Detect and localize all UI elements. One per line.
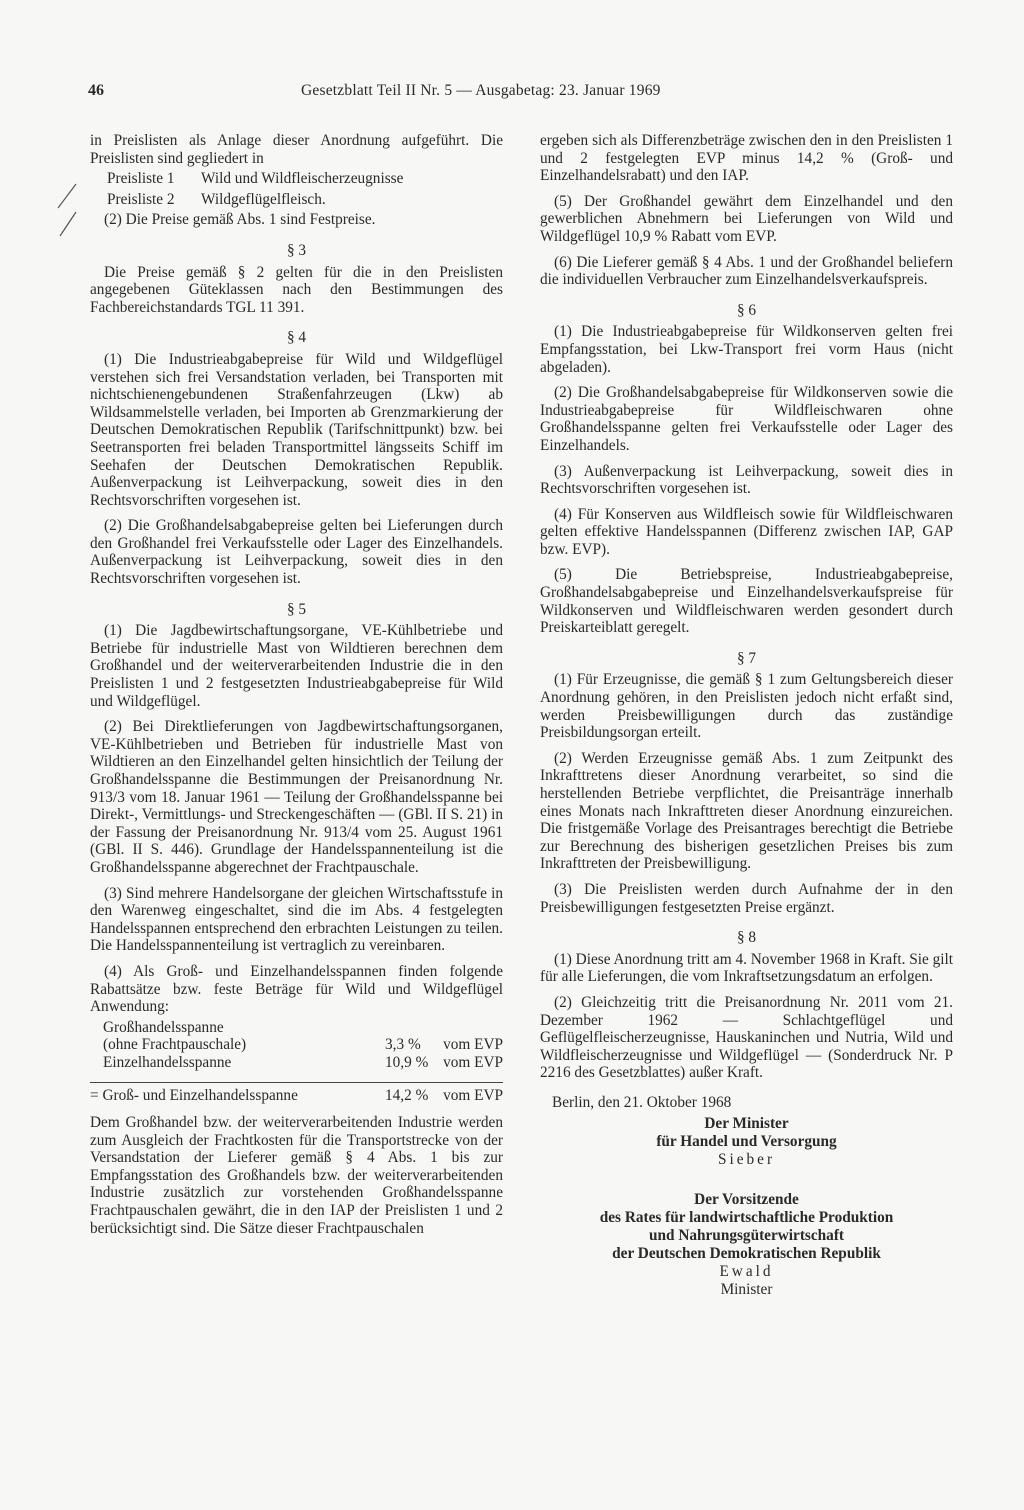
list-item	[107, 170, 503, 188]
paragraph: (1) Für Erzeugnisse, die gemäß § 1 zum Geltungsbereich dieser Anordnung gehören, in den Preislisten jedoch nicht erfaßt sind, werden Preisbewilligungen durch das zuständige Preisbildungsorgan erteilt.	[540, 671, 953, 742]
section-heading: § 8	[736, 929, 757, 947]
paragraph: (3) Die Preislisten werden durch Aufnahme der in den Preisbewilligungen festgesetzten Preise ergänzt.	[540, 880, 953, 916]
rabatt-label: (ohne Frachtpauschale)	[103, 1036, 247, 1054]
section-heading: § 6	[736, 301, 757, 319]
table-row	[103, 1054, 503, 1072]
intro-paragraph: in Preislisten als Anlage dieser Anordnung aufgeführt. Die Preislisten sind gegliedert in	[90, 132, 503, 167]
signature-block-1	[540, 1115, 953, 1169]
rabatt-unit: vom EVP	[443, 1036, 503, 1054]
paragraph: (4) Als Groß- und Einzelhandelsspannen finden folgende Rabattsätze bzw. feste Beträge für Wild und Wildgeflügel Anwendung:	[90, 962, 503, 1016]
preisliste-desc: Wildgeflügelfleisch.	[201, 190, 326, 208]
paragraph: (6) Die Lieferer gemäß § 4 Abs. 1 und der Großhandel beliefern die individuellen Verbraucher zum Einzelhandelsverkaufspreis.	[540, 253, 953, 289]
paragraph: Die Preise gemäß § 2 gelten für die in den Preislisten angegebenen Güteklassen nach den Bestimmungen des Fachbereichstandards TGL 11 391.	[90, 263, 503, 316]
paragraph: (1) Die Industrieabgabepreise für Wildkonserven gelten frei Empfangsstation, bei Lkw-Transport frei vorm Haus (nicht abgeladen).	[540, 323, 953, 376]
signatory-title: Der Vorsitzende	[694, 1190, 799, 1208]
paragraph: Dem Großhandel bzw. der weiterverarbeitenden Industrie werden zum Ausgleich der Frachtkosten für die Transportstrecke von der Versandstation der Lieferer gemäß § 4 Abs. 1 bis zur Empfangsstation des Großhandels bzw. der weiterverarbeitenden Industrie zusätzlich zur vorstehenden Großhandelsspanne Frachtpauschalen gewährt, die in den IAP der Preislisten 1 und 2 berücksichtigt sind. Die Sätze dieser Frachtpauschalen	[90, 1114, 503, 1237]
margin-pen-marks	[52, 180, 92, 240]
paragraph: (2) Die Großhandelsabgabepreise gelten bei Lieferungen durch den Großhandel frei Verkaufsstelle oder Lager des Einzelhandels. Außenverpackung ist Leihverpackung, soweit dies in den Rechtsvorschriften vorgesehen ist.	[90, 517, 503, 588]
section-heading: § 5	[286, 600, 307, 618]
signature-block-2	[540, 1191, 953, 1299]
rabatt-unit: vom EVP	[443, 1086, 503, 1104]
paragraph: (2) Gleichzeitig tritt die Preisanordnung Nr. 2011 vom 21. Dezember 1962 — Schlachtgeflügel und Geflügelfleischerzeugnisse, Hauskaninchen und Nutria, Wild und Wildfleischerzeugnisse und Wildgeflügel — (Sonderdruck Nr. P 2216 des Gesetzblattes) außer Kraft.	[540, 993, 953, 1082]
paragraph: (4) Für Konserven aus Wildfleisch sowie für Wildfleischwaren gelten effektive Handelsspannen (Differenz zwischen IAP, GAP bzw. EVP).	[540, 505, 953, 558]
paragraph: (3) Außenverpackung ist Leihverpackung, soweit dies in Rechtsvorschriften vorgesehen ist.	[540, 462, 953, 498]
rabatt-unit: vom EVP	[443, 1053, 503, 1071]
signatory-role: Minister	[720, 1280, 773, 1298]
paragraph: (1) Diese Anordnung tritt am 4. November 1968 in Kraft. Sie gilt für alle Lieferungen, die vom Inkraftsetzungsdatum an erfolgen.	[540, 950, 953, 986]
place-date: Berlin, den 21. Oktober 1968	[552, 1093, 732, 1111]
preisliste-name: Preisliste 2	[107, 190, 175, 208]
paragraph: (2) Werden Erzeugnisse gemäß Abs. 1 zum Zeitpunkt des Inkrafttretens dieser Anordnung verarbeitet, so sind die herstellenden Betriebe verpflichtet, die Preisanträge innerhalb eines Monats nach Inkrafttreten dieser Anordnung einzureichen. Die fristgemäße Vorlage des Preisantrages berechtigt die Betriebe zur Berechnung des bisherigen gesetzlichen Preises bis zum Inkrafttreten der Preisbewilligung.	[540, 749, 953, 873]
paragraph: (2) Die Großhandelsabgabepreise für Wildkonserven sowie die Industrieabgabepreise für Wildfleischwaren ohne Großhandelsspanne gelten frei Verkaufsstelle oder Lager des Einzelhandels.	[540, 384, 953, 454]
signatory-title: des Rates für landwirtschaftliche Produktion	[599, 1208, 894, 1226]
rabatt-label: Einzelhandelsspanne	[103, 1053, 232, 1071]
preisliste-name: Preisliste 1	[107, 170, 175, 188]
rabatt-value: 14,2 %	[385, 1086, 429, 1104]
left-column	[90, 132, 503, 1245]
rabatt-label: = Groß- und Einzelhandelsspanne	[90, 1086, 298, 1104]
signatory-title: Der Minister	[704, 1114, 789, 1132]
page-number: 46	[88, 82, 104, 99]
signatory-name: Ewald	[719, 1262, 774, 1280]
rabatt-table	[103, 1019, 503, 1072]
paragraph: (2) Bei Direktlieferungen von Jagdbewirtschaftungsorganen, VE-Kühlbetrieben und Betrieben für industrielle Mast von Wildtieren an den Einzelhandel gelten hinsichtlich der Teilung der Großhandelsspanne die Bestimmungen der Preisanordnung Nr. 913/3 vom 18. Januar 1961 — Teilung der Großhandelsspanne bei Direkt-, Vermittlungs- und Streckengeschäften — (GBl. II S. 21) in der Fassung der Preisanordnung Nr. 913/4 vom 25. August 1961 (GBl. II S. 446). Grundlage der Handelsspannenteilung ist die Großhandelsspanne abgerechnet der Frachtpauschale.	[90, 718, 503, 876]
paragraph: (5) Der Großhandel gewährt dem Einzelhandel und den gewerblichen Abnehmern bei Lieferungen von Wild und Wildgeflügel 10,9 % Rabatt vom EVP.	[540, 192, 953, 245]
paragraph: ergeben sich als Differenzbeträge zwischen den in den Preislisten 1 und 2 festgelegten EVP minus 14,2 % (Groß- und Einzelhandelsrabatt) und den IAP.	[540, 132, 953, 185]
table-row	[103, 1036, 503, 1054]
paragraph: (1) Die Jagdbewirtschaftungsorgane, VE-Kühlbetriebe und Betriebe für industrielle Mast von Wildtieren berechnen dem Großhandel und der weiterverarbeitenden Industrie die in den Preislisten 1 und 2 festgesetzten Industrieabgabepreise für Wild und Wildgeflügel.	[90, 622, 503, 710]
section-heading: § 3	[286, 241, 307, 259]
signatory-title: und Nahrungsgüterwirtschaft	[648, 1226, 845, 1244]
paragraph: (3) Sind mehrere Handelsorgane der gleichen Wirtschaftsstufe in den Warenweg eingeschaltet, sind die im Abs. 4 festgelegten Handelsspannen entsprechend den erbrachten Leistungen zu teilen. Die Handelsspannenteilung ist vertraglich zu vereinbaren.	[90, 884, 503, 955]
paragraph: (2) Die Preise gemäß Abs. 1 sind Festpreise.	[104, 211, 376, 229]
right-column	[540, 132, 953, 1299]
paragraph: (1) Die Industrieabgabepreise für Wild und Wildgeflügel verstehen sich frei Versandstation verladen, bei Transporten mit nichtschienengebundenen Straßenfahrzeugen (Lkw) ab Wildsammelstelle verladen, bei Importen ab Grenzmarkierung der Deutschen Demokratischen Republik (Tarifschnittpunkt) bzw. bei Seetransporten frei beladen Transportmittel längsseits Schiff im Seehafen der Deutschen Demokratischen Republik. Außenverpackung ist Leihverpackung, soweit dies in den Rechtsvorschriften vorgesehen ist.	[90, 350, 503, 509]
page-header	[88, 82, 756, 102]
signatory-title: der Deutschen Demokratischen Republik	[612, 1244, 881, 1262]
list-item	[107, 191, 503, 209]
paragraph: (5) Die Betriebspreise, Industrieabgabepreise, Großhandelsabgabepreise und Einzelhandelsverkaufspreise für Wildkonserven und Wildfleischwaren werden gesondert durch Preiskarteiblatt geregelt.	[540, 566, 953, 637]
rabatt-value: 3,3 %	[385, 1036, 421, 1054]
rabatt-value: 10,9 %	[385, 1053, 429, 1071]
header-title: Gesetzblatt Teil II Nr. 5 — Ausgabetag: 23. Januar 1969	[301, 82, 661, 99]
section-heading: § 7	[736, 649, 757, 667]
rabatt-label: Großhandelsspanne	[103, 1018, 224, 1036]
section-heading: § 4	[286, 329, 307, 347]
divider	[90, 1082, 503, 1083]
table-row-total	[90, 1087, 503, 1105]
signatory-name: Sieber	[717, 1150, 776, 1168]
preisliste-desc: Wild und Wildfleischerzeugnisse	[201, 170, 404, 188]
signatory-title: für Handel und Versorgung	[656, 1132, 837, 1150]
